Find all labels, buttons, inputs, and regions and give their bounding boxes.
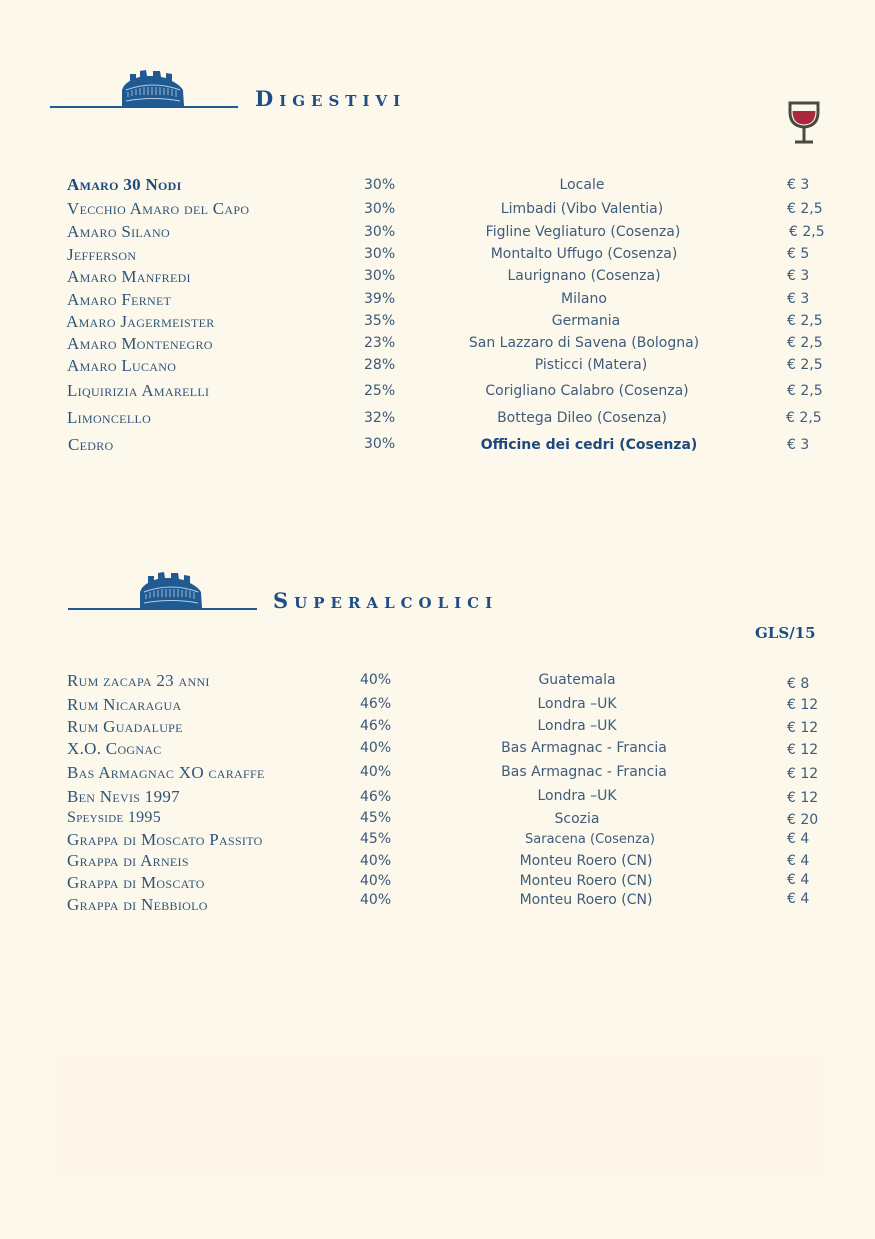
item-origin: Saracena (Cosenza) [525,832,655,847]
menu-row [0,312,875,332]
item-origin: Monteu Roero (CN) [519,892,653,908]
menu-row [0,671,875,691]
item-abv: 32% [364,410,396,426]
item-abv: 30% [364,246,396,262]
item-name: Rum Nicaragua [67,695,182,714]
menu-row [0,891,875,915]
item-price: € 3 [787,268,810,284]
item-price: € 12 [787,697,819,713]
item-price: € 2,5 [787,201,823,217]
item-price: € 12 [787,790,819,806]
item-price: € 4 [787,891,810,907]
item-name: Liquirizia Amarelli [67,381,210,400]
item-origin: Londra –UK [537,788,617,804]
blank-footer-panel [50,1053,825,1181]
menu-row [0,356,875,376]
item-abv: 30% [364,177,396,193]
item-origin: Monteu Roero (CN) [519,873,653,889]
item-price: € 2,5 [787,313,823,329]
menu-row [0,851,875,871]
item-abv: 40% [360,740,392,756]
serving-size-label: GLS/15 [755,624,816,642]
item-price: € 5 [787,246,810,262]
item-name: Bas Armagnac XO caraffe [67,763,265,782]
item-abv: 40% [360,873,392,889]
item-name: Limoncello [67,408,152,427]
item-name: Speyside 1995 [67,809,162,826]
item-price: € 2,5 [787,335,823,351]
menu-row [0,435,875,455]
menu-row [0,408,875,428]
item-name: Amaro Jagermeister [66,312,215,331]
item-abv: 30% [364,436,396,452]
item-abv: 23% [364,335,396,351]
menu-row [0,873,875,893]
menu-row [0,717,875,737]
menu-row [0,763,875,783]
item-price: € 3 [787,291,810,307]
item-origin: Locale [559,177,605,193]
item-name: Grappa di Moscato Passito [67,830,263,849]
section-title-superalcolici: Superalcolici [273,588,499,613]
item-abv: 35% [364,313,396,329]
item-origin: San Lazzaro di Savena (Bologna) [468,335,700,351]
item-price: € 8 [787,676,810,692]
item-price: € 12 [787,742,819,758]
menu-row [0,290,875,310]
item-name: Ben Nevis 1997 [67,787,180,806]
item-price: € 4 [787,872,810,888]
item-origin: Germania [551,313,621,329]
item-name: Amaro Silano [67,222,170,241]
menu-row [0,695,875,715]
item-origin: Limbadi (Vibo Valentia) [500,201,664,217]
item-price: € 12 [787,766,819,782]
item-name: Vecchio Amaro del Capo [67,199,250,218]
section-title-digestivi: Digestivi [255,86,407,111]
item-origin: Pisticci (Matera) [534,357,648,373]
item-name: Rum Guadalupe [67,717,183,736]
menu-row [0,787,875,807]
item-price: € 2,5 [787,383,823,399]
item-origin: Figline Vegliaturo (Cosenza) [485,224,681,240]
item-origin: Officine dei cedri (Cosenza) [480,437,698,453]
item-origin: Milano [561,291,607,307]
item-origin: Corigliano Calabro (Cosenza) [485,383,689,399]
item-abv: 40% [360,672,392,688]
menu-row [0,381,875,401]
menu-row [0,175,875,195]
wine-glass-icon [786,100,822,146]
menu-row [0,222,875,242]
item-price: € 4 [787,831,810,847]
item-price: € 12 [787,720,819,736]
castle-icon [120,68,186,108]
item-abv: 30% [364,201,396,217]
menu-row [0,199,875,219]
item-abv: 46% [360,789,392,805]
item-name: Amaro Lucano [67,356,177,375]
item-name: Jefferson [67,245,137,264]
item-origin: Montalto Uffugo (Cosenza) [490,246,678,262]
item-abv: 25% [364,383,396,399]
item-name: X.O. Cognac [67,739,162,758]
item-origin: Bas Armagnac - Francia [501,740,667,756]
item-price: € 4 [787,853,810,869]
item-name: Rum zacapa 23 anni [67,671,210,690]
item-name: Grappa di Nebbiolo [67,895,208,914]
item-abv: 46% [360,696,392,712]
menu-row [0,267,875,287]
item-price: € 2,5 [789,224,825,240]
item-name: Amaro Montenegro [67,334,213,353]
item-price: € 3 [787,437,810,453]
item-abv: 40% [360,853,392,869]
item-abv: 46% [360,718,392,734]
menu-row [0,830,875,850]
item-name: Amaro 30 Nodi [67,175,182,194]
castle-icon [138,570,204,610]
menu-row [0,809,875,829]
item-name: Cedro [68,435,114,454]
item-origin: Bas Armagnac - Francia [501,764,667,780]
item-name: Amaro Fernet [67,290,172,309]
menu-row [0,739,875,759]
item-price: € 20 [787,812,819,828]
item-origin: Guatemala [538,672,616,688]
item-origin: Monteu Roero (CN) [519,853,653,869]
item-abv: 45% [360,810,392,826]
menu-row [0,245,875,265]
item-origin: Londra –UK [537,718,617,734]
item-origin: Scozia [554,811,600,827]
item-price: € 2,5 [786,410,822,426]
item-abv: 45% [360,831,392,847]
item-name: Amaro Manfredi [67,267,191,286]
menu-row [0,334,875,354]
item-price: € 2,5 [787,357,823,373]
item-price: € 3 [787,177,810,193]
item-abv: 28% [364,357,396,373]
item-origin: Bottega Dileo (Cosenza) [497,410,667,426]
item-abv: 30% [364,224,396,240]
item-abv: 40% [360,892,392,908]
item-abv: 40% [360,764,392,780]
item-origin: Laurignano (Cosenza) [507,268,661,284]
item-abv: 39% [364,291,396,307]
item-name: Grappa di Arneis [67,851,189,870]
item-origin: Londra –UK [537,696,617,712]
item-abv: 30% [364,268,396,284]
item-name: Grappa di Moscato [67,873,205,892]
